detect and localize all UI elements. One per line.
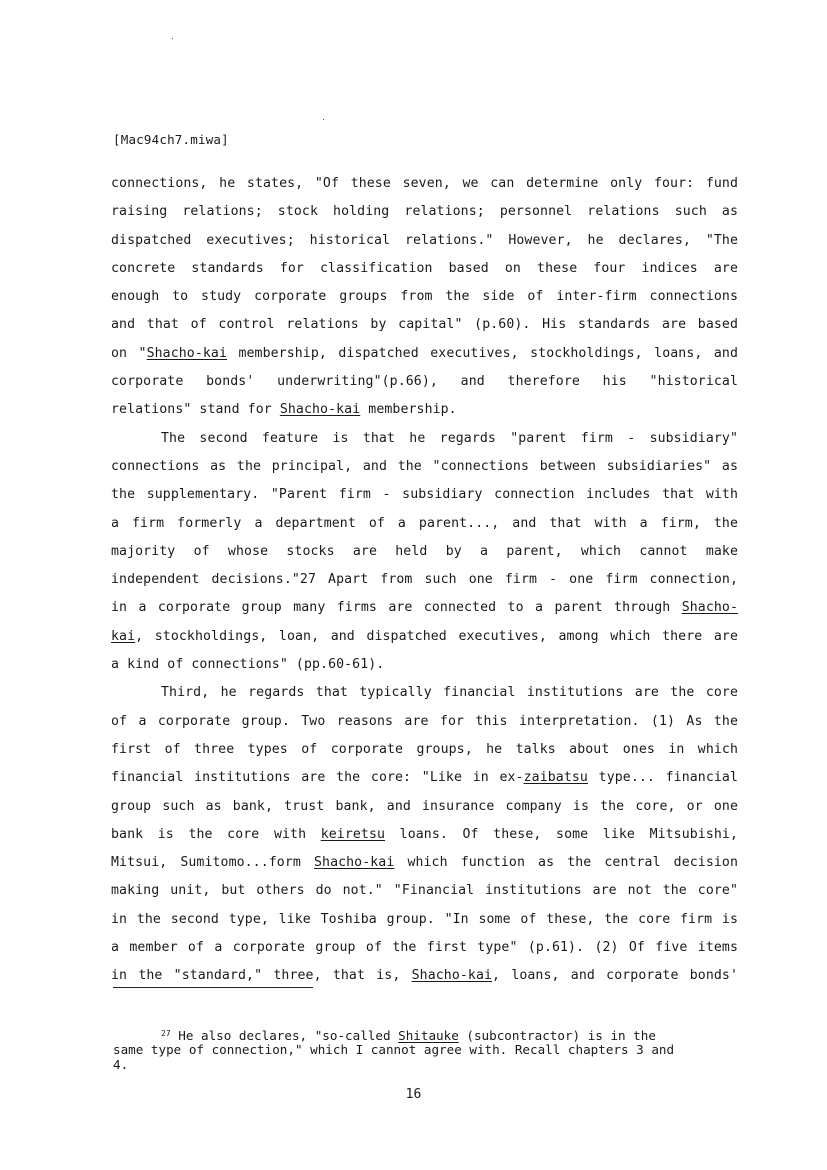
text-line: a member of a corporate group of the first type" (p.61). (2) Of five items [111,940,738,956]
text-line: Mitsui, Sumitomo...form Shacho-kai which function as the central decision [111,855,739,871]
text-line: the supplementary. "Parent firm - subsidiary connection includes that with [111,487,738,503]
footnote-line: 4. [113,1057,129,1072]
text-line: Third, he regards that typically financial institutions are the core [161,685,738,701]
footnote-marker: 27 [161,1029,171,1038]
text-line: connections as the principal, and the "connections between subsidiaries" as [111,458,738,474]
text-line: kai, stockholdings, loan, and dispatched executives, among which there are [111,628,738,644]
text-line: on "Shacho-kai membership, dispatched executives, stockholdings, loans, and [111,345,738,361]
text-line: connections, he states, "Of these seven, we can determine only four: fund [111,176,738,191]
text-line: financial institutions are the core: "Like in ex-zaibatsu type... financial [111,770,739,786]
file-label: [Mac94ch7.miwa] [113,132,229,147]
page-number: 16 [405,1087,422,1102]
text-line: group such as bank, trust bank, and insurance company is the core, or one [111,798,738,814]
text-line: a kind of connections" (pp.60-61). [111,657,385,673]
text-line: enough to study corporate groups from the side of inter-firm connections [111,289,738,305]
footnote-line: same type of connection," which I cannot agree with. Recall chapters 3 and [113,1041,675,1057]
footnote-line [113,1026,740,1042]
footnote [113,1026,740,1073]
text-line: making unit, but others do not." "Financial institutions are not the core" [111,883,738,899]
text-line: bank is the core with keiretsu loans. Of these, some like Mitsubishi, [111,826,738,842]
body-text [111,170,738,991]
text-line: concrete standards for classification based on these four indices are [111,260,738,276]
text-line: majority of whose stocks are held by a parent, which cannot make [111,543,738,559]
text-line: and that of control relations by capital" (p.60). His standards are based [111,317,738,333]
text-line: The second feature is that he regards "parent firm - subsidiary" [161,430,738,446]
text-line: relations" stand for Shacho-kai membership. [111,402,457,418]
text-line: in a corporate group many firms are connected to a parent through Shacho- [111,600,738,616]
text-line: a firm formerly a department of a parent..., and that with a firm, the [111,515,738,531]
text-line: raising relations; stock holding relations; personnel relations such as [111,204,738,220]
scan-speck [323,119,324,120]
scan-speck [172,38,173,39]
footnote-divider [113,987,313,988]
text-line: independent decisions."27 Apart from such one firm - one firm connection, [111,572,738,588]
footnote-text: He also declares, "so-called Shitauke (subcontractor) is in the [178,1028,656,1043]
text-line: corporate bonds' underwriting"(p.66), and therefore his "historical [111,374,738,390]
text-line: first of three types of corporate groups, he talks about ones in which [111,741,738,757]
text-line: dispatched executives; historical relations." However, he declares, "The [111,232,738,248]
text-line: of a corporate group. Two reasons are for this interpretation. (1) As the [111,713,738,729]
text-line: in the "standard," three, that is, Shacho-kai, loans, and corporate bonds' [111,968,738,984]
text-line: in the second type, like Toshiba group. "In some of these, the core firm is [111,911,738,927]
